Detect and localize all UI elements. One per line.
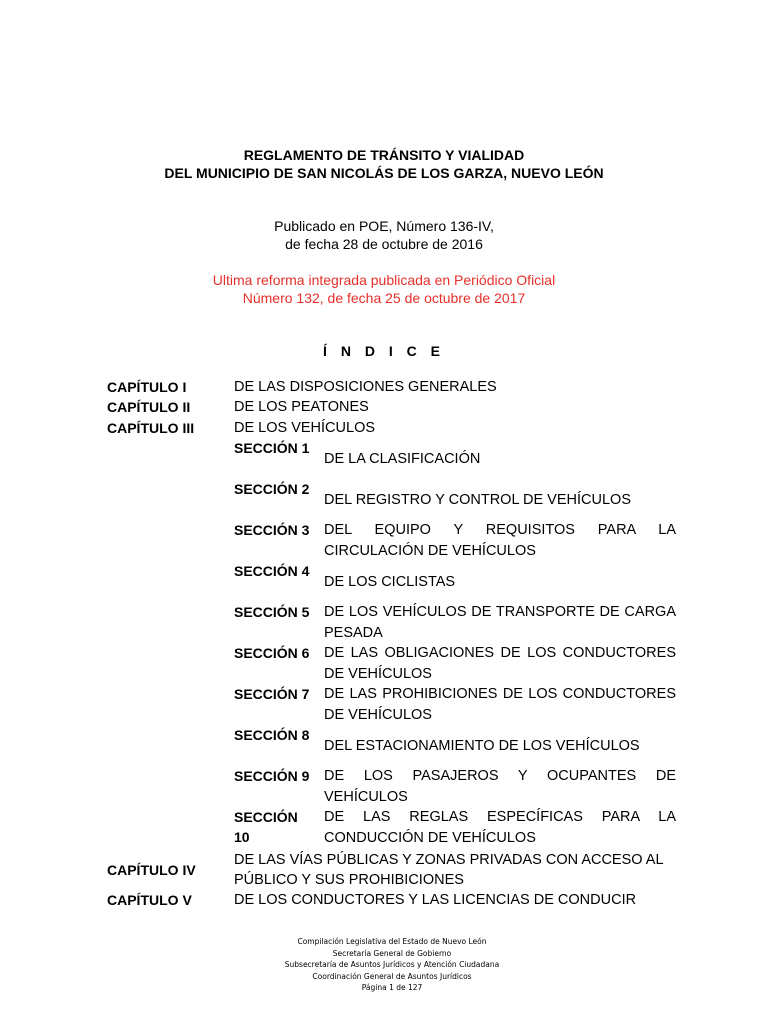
chapter-title: DE LOS PEATONES <box>234 399 369 415</box>
section-title: DE LAS PROHIBICIONES DE LOS CONDUCTORES DE VEHÍCULOS <box>324 686 676 723</box>
page-number: Página 1 de 127 <box>361 983 423 992</box>
section-label: SECCIÓN 2 <box>234 481 310 497</box>
publication-line-1: Publicado en POE, Número 136-IV, <box>274 218 494 234</box>
chapter-label: CAPÍTULO I <box>107 379 187 395</box>
section-title: DE LAS REGLAS ESPECÍFICAS PARA LA CONDUCCIÓN DE VEHÍCULOS <box>324 809 676 846</box>
section-label: SECCIÓN 1 <box>234 440 310 456</box>
footer-line-2: Secretaría General de Gobierno <box>332 948 452 958</box>
reform-line-1: Ultima reforma integrada publicada en Periódico Oficial <box>212 272 556 288</box>
chapter-label: CAPÍTULO IV <box>107 862 196 878</box>
chapter-title: DE LAS VÍAS PÚBLICAS Y ZONAS PRIVADAS CON ACCESO AL PÚBLICO Y SUS PROHIBICIONES <box>234 852 663 888</box>
footer-line-4: Coordinación General de Asuntos Jurídicos <box>312 971 472 981</box>
chapter-label: CAPÍTULO III <box>107 420 195 436</box>
section-label: SECCIÓN 8 <box>234 727 310 743</box>
chapter-title: DE LOS VEHÍCULOS <box>234 420 376 436</box>
section-label: SECCIÓN 6 <box>234 645 310 661</box>
page-footer <box>0 936 768 994</box>
section-title: DE LOS VEHÍCULOS DE TRANSPORTE DE CARGA PESADA <box>324 604 676 641</box>
reform-line-2: Número 132, de fecha 25 de octubre de 2017 <box>242 290 526 306</box>
section-label: SECCIÓN 7 <box>234 686 310 702</box>
section-title: DEL REGISTRO Y CONTROL DE VEHÍCULOS <box>324 492 631 508</box>
chapter-label: CAPÍTULO V <box>107 892 192 908</box>
section-title: DE LOS CICLISTAS <box>324 574 456 590</box>
chapter-title: DE LOS CONDUCTORES Y LAS LICENCIAS DE CONDUCIR <box>234 892 637 908</box>
index-heading: Í N D I C E <box>323 343 445 359</box>
section-title: DE LAS OBLIGACIONES DE LOS CONDUCTORES DE VEHÍCULOS <box>324 645 676 682</box>
section-label: SECCIÓN 3 <box>234 522 310 538</box>
title-line-1: REGLAMENTO DE TRÁNSITO Y VIALIDAD <box>243 147 525 163</box>
footer-line-3: Subsecretaría de Asuntos Jurídicos y Atención Ciudadana <box>284 960 500 969</box>
footer-line-1: Compilación Legislativa del Estado de Nuevo León <box>297 937 487 946</box>
section-label: SECCIÓN 10 <box>234 809 298 845</box>
section-title: DEL ESTACIONAMIENTO DE LOS VEHÍCULOS <box>324 738 640 754</box>
chapter-label: CAPÍTULO II <box>107 399 191 415</box>
section-label: SECCIÓN 5 <box>234 604 310 620</box>
publication-line-2: de fecha 28 de octubre de 2016 <box>285 236 483 252</box>
section-title: DE LA CLASIFICACIÓN <box>324 451 481 467</box>
section-title: DEL EQUIPO Y REQUISITOS PARA LA CIRCULACIÓN DE VEHÍCULOS <box>324 522 676 559</box>
section-label: SECCIÓN 9 <box>234 768 310 784</box>
chapter-title: DE LAS DISPOSICIONES GENERALES <box>234 379 497 395</box>
title-line-2: DEL MUNICIPIO DE SAN NICOLÁS DE LOS GARZA, NUEVO LEÓN <box>164 165 604 181</box>
section-title: DE LOS PASAJEROS Y OCUPANTES DE VEHÍCULOS <box>324 768 676 805</box>
section-label: SECCIÓN 4 <box>234 563 310 579</box>
